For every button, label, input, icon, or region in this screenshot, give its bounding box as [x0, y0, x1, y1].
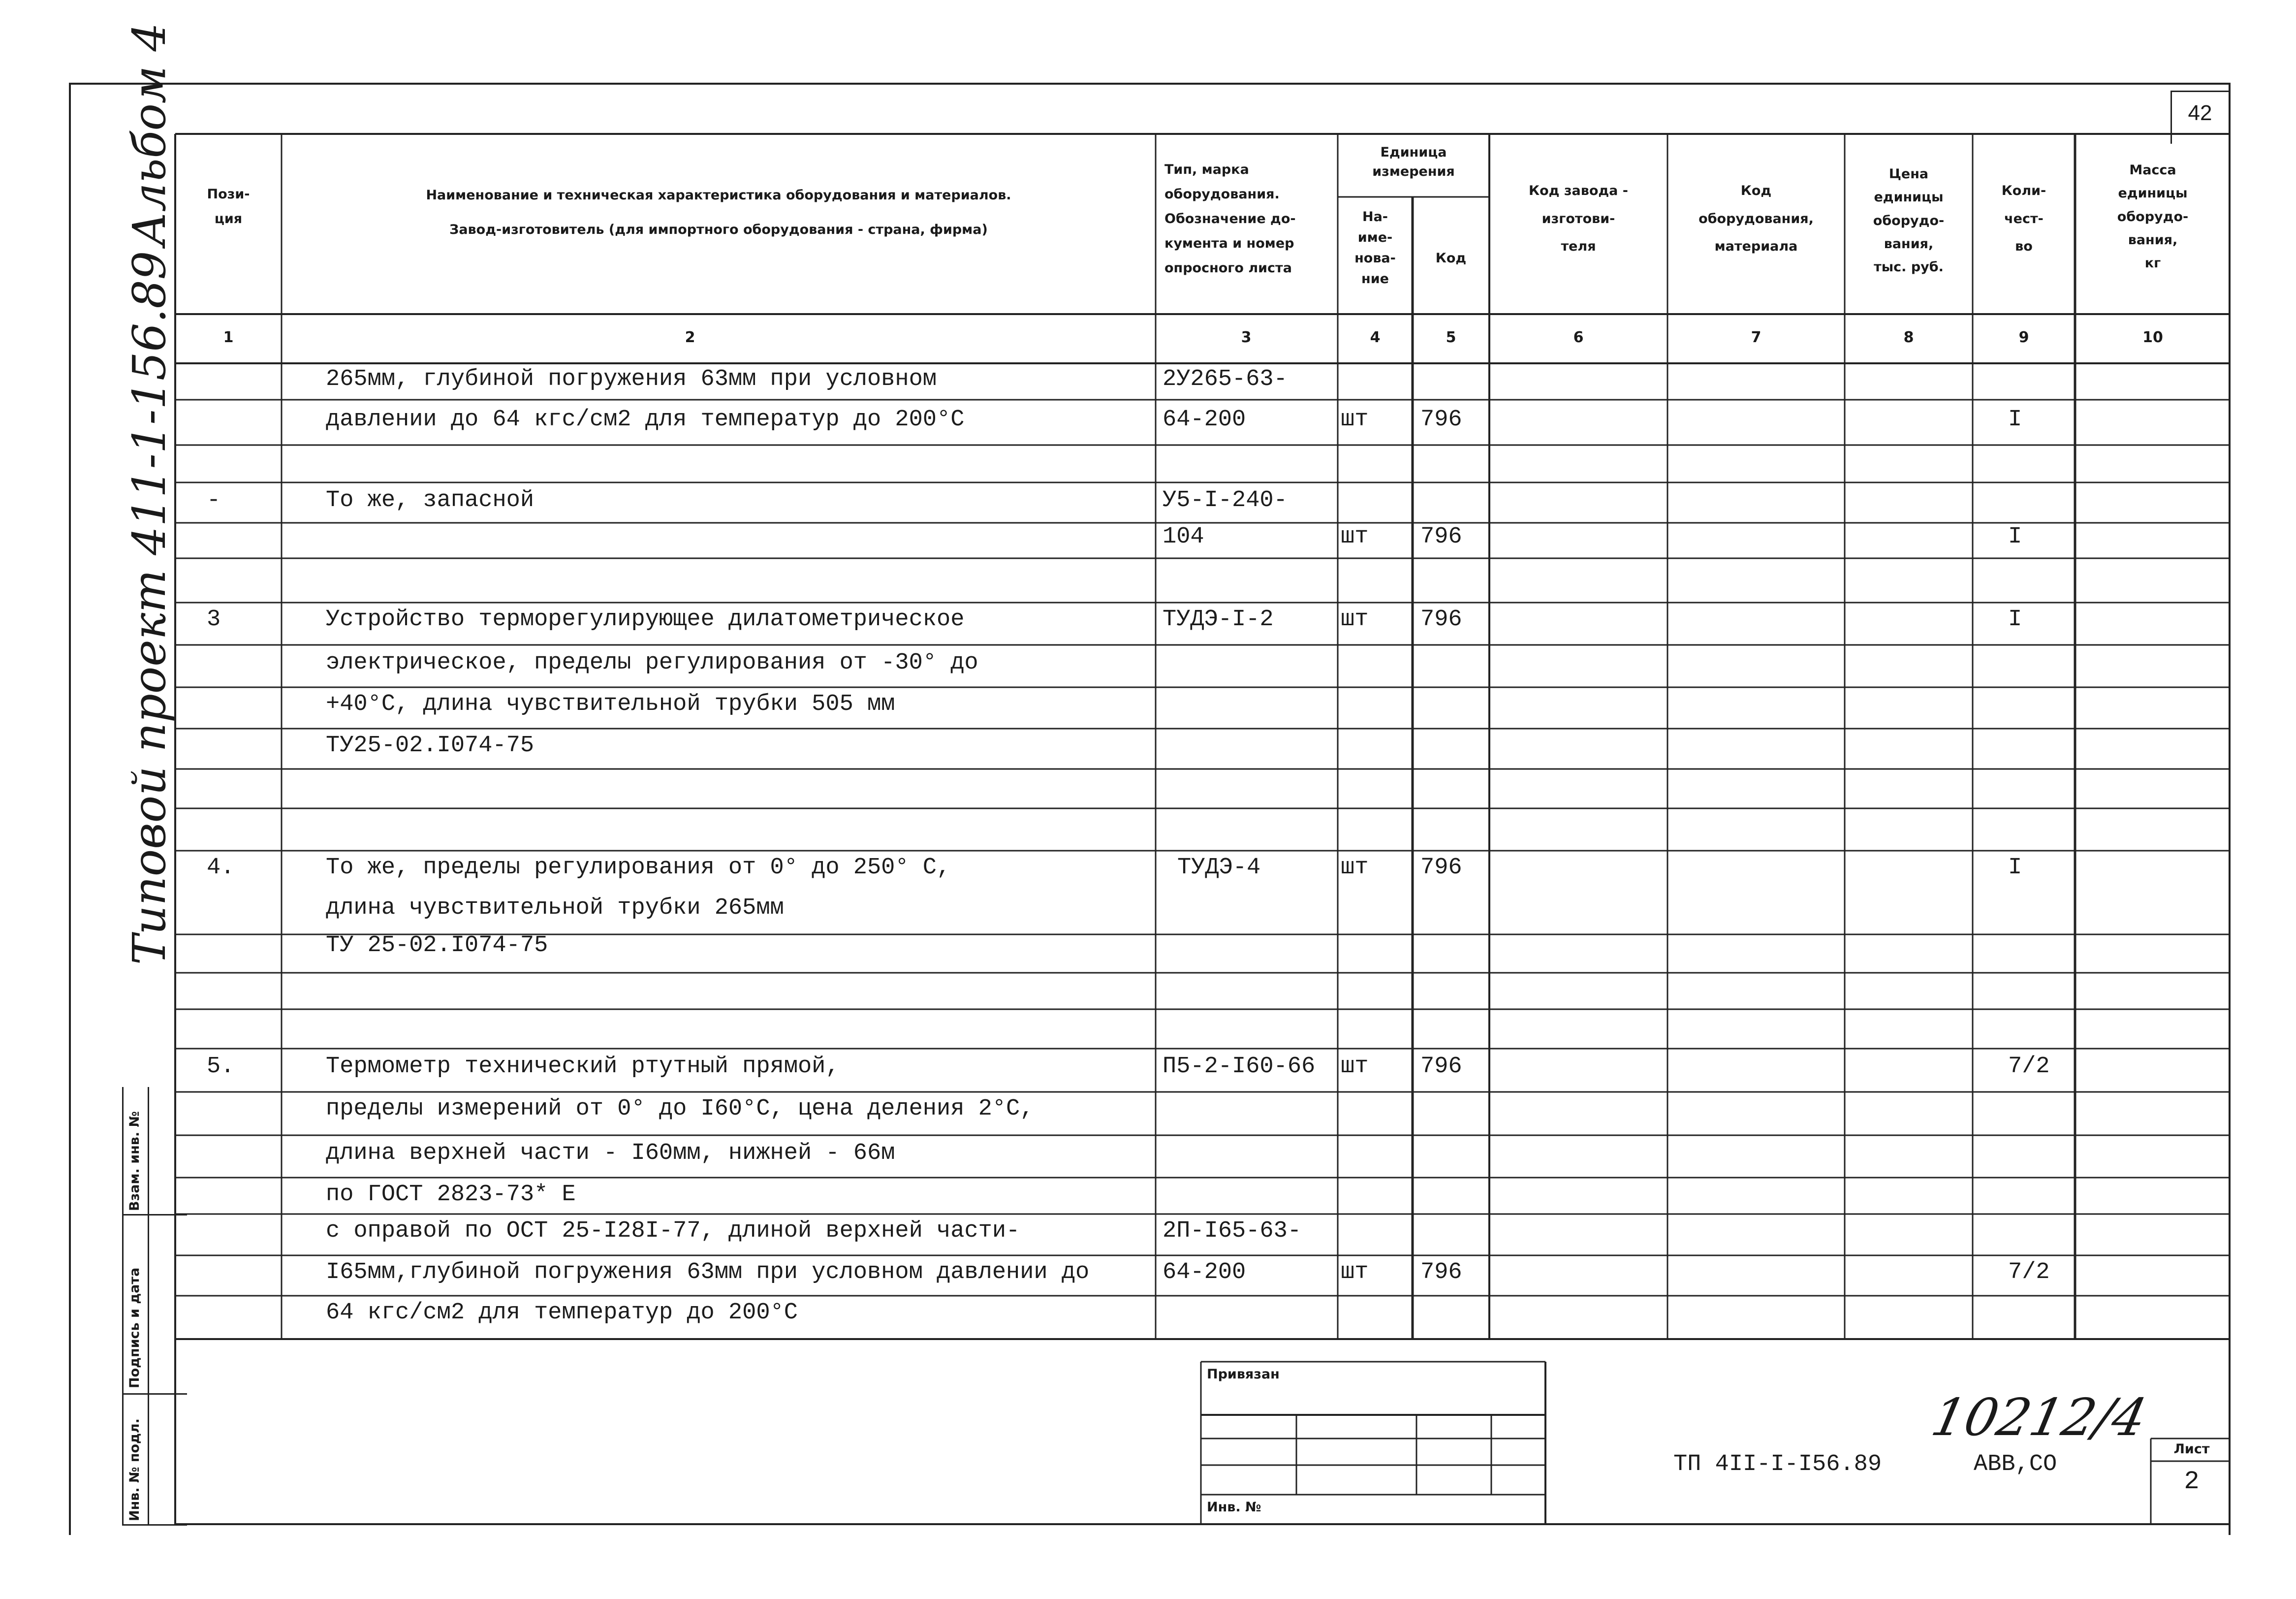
header-unit: Единица измерения — [1372, 145, 1455, 180]
cell-type: ТУДЭ-I-2 — [1163, 607, 1274, 633]
cell-qty: I — [2008, 607, 2022, 633]
header-unit-name: На- име- нова- ние — [1354, 209, 1396, 287]
cell-unit: шт — [1341, 407, 1369, 433]
privyazan-label: Привязан — [1207, 1367, 1280, 1382]
stamp-vzam-inv-text: Взам. инв. № — [127, 1111, 142, 1211]
cell-position: - — [207, 487, 221, 513]
cell-name: То же, запасной — [326, 487, 535, 513]
colnum-5: 5 — [1446, 329, 1456, 346]
colnum-4: 4 — [1370, 329, 1381, 346]
colnum-6: 6 — [1573, 329, 1584, 346]
sheet-label: Лист — [2173, 1441, 2210, 1457]
colnum-7: 7 — [1751, 329, 1761, 346]
cell-name: длина чувствительной трубки 265мм — [326, 895, 784, 921]
cell-name: I65мм,глубиной погружения 63мм при условном давлении до — [326, 1259, 1090, 1285]
cell-unit: шт — [1341, 524, 1369, 550]
margin-album: Альбом 4 — [123, 23, 176, 246]
colnum-10: 10 — [2142, 329, 2163, 346]
sheet-number: 2 — [2184, 1467, 2200, 1496]
cell-unit: шт — [1341, 855, 1369, 881]
cell-name: длина верхней части - I60мм, нижней - 66м — [326, 1140, 895, 1166]
cell-name: 265мм, глубиной погружения 63мм при условном — [326, 366, 937, 392]
cell-qty: 7/2 — [2008, 1054, 2050, 1080]
cell-unit: шт — [1341, 1259, 1369, 1285]
cell-name: Устройство терморегулирующее дилатометрическое — [326, 607, 965, 633]
colnum-9: 9 — [2018, 329, 2029, 346]
cell-unit: шт — [1341, 1054, 1369, 1080]
page-number: 42 — [2188, 101, 2212, 125]
cell-name: электрическое, пределы регулирования от -30° до — [326, 650, 978, 676]
margin-project: Типовой проект 411-1-156.89 — [123, 251, 176, 965]
cell-type: 2П-I65-63- — [1163, 1218, 1302, 1244]
cell-type: П5-2-I60-66 — [1163, 1054, 1316, 1080]
header-name: Наименование и техническая характеристика оборудования и материалов. Завод-изготовитель (для импортного оборудования - страна, фирма) — [426, 188, 1011, 238]
cell-position: 3 — [207, 607, 221, 633]
cell-unit: шт — [1341, 607, 1369, 633]
cell-name: ТУ 25-02.I074-75 — [326, 932, 548, 959]
cell-type: 64-200 — [1163, 1259, 1246, 1285]
header-factory-code: Код завода - изготови- теля — [1529, 183, 1628, 255]
inv-no-label: Инв. № — [1207, 1500, 1261, 1515]
stamp-inv-podl-text: Инв. № подл. — [127, 1418, 142, 1521]
colnum-8: 8 — [1903, 329, 1914, 346]
cell-code: 796 — [1420, 1259, 1462, 1285]
cell-name: ТУ25-02.I074-75 — [326, 733, 535, 759]
colnum-2: 2 — [685, 329, 695, 346]
cell-code: 796 — [1420, 607, 1462, 633]
handwritten-number: 10212/4 — [1926, 1387, 2152, 1447]
cell-qty: I — [2008, 407, 2022, 433]
header-unit-code: Код — [1435, 251, 1467, 266]
cell-qty: I — [2008, 524, 2022, 550]
header-type: Тип, марка оборудования. Обозначение до- кумента и номер опросного листа — [1164, 162, 1296, 276]
cell-name: с оправой по ОСТ 25-I28I-77, длиной верхней части- — [326, 1218, 1020, 1244]
cell-qty: 7/2 — [2008, 1259, 2050, 1285]
header-mass: Масса единицы оборудо- вания, кг — [2117, 162, 2189, 271]
header-position: Пози- ция — [207, 187, 250, 226]
doc-code: ТП 4II-I-I56.89 — [1673, 1451, 1882, 1477]
cell-name: 64 кгс/см2 для температур до 200°С — [326, 1300, 798, 1326]
colnum-3: 3 — [1241, 329, 1252, 346]
cell-qty: I — [2008, 855, 2022, 881]
cell-name: Термометр технический ртутный прямой, — [326, 1054, 840, 1080]
header-equip-code: Код оборудования, материала — [1698, 183, 1814, 255]
cell-type: 64-200 — [1163, 407, 1246, 433]
cell-code: 796 — [1420, 855, 1462, 881]
cell-name: +40°С, длина чувствительной трубки 505 мм — [326, 691, 895, 717]
doc-section: АВВ,СО — [1974, 1451, 2057, 1477]
cell-position: 4. — [207, 855, 235, 881]
cell-name: пределы измерений от 0° до I60°С, цена деления 2°С, — [326, 1096, 1034, 1122]
cell-code: 796 — [1420, 1054, 1462, 1080]
stamp-sign-date-text: Подпись и дата — [127, 1267, 142, 1388]
cell-name: То же, пределы регулирования от 0° до 250° С, — [326, 855, 951, 881]
header-qty: Коли- чест- во — [2001, 183, 2046, 255]
cell-name: давлении до 64 кгс/см2 для температур до 200°С — [326, 407, 965, 433]
cell-type: ТУДЭ-4 — [1177, 855, 1261, 881]
colnum-1: 1 — [223, 329, 234, 346]
cell-code: 796 — [1420, 407, 1462, 433]
cell-type: 104 — [1163, 524, 1204, 550]
cell-type: У5-I-240- — [1163, 487, 1288, 513]
cell-position: 5. — [207, 1054, 235, 1080]
cell-type: 2У265-63- — [1163, 366, 1288, 392]
cell-code: 796 — [1420, 524, 1462, 550]
header-price: Цена единицы оборудо- вания, тыс. руб. — [1873, 166, 1945, 275]
cell-name: по ГОСТ 2823-73* Е — [326, 1182, 576, 1208]
